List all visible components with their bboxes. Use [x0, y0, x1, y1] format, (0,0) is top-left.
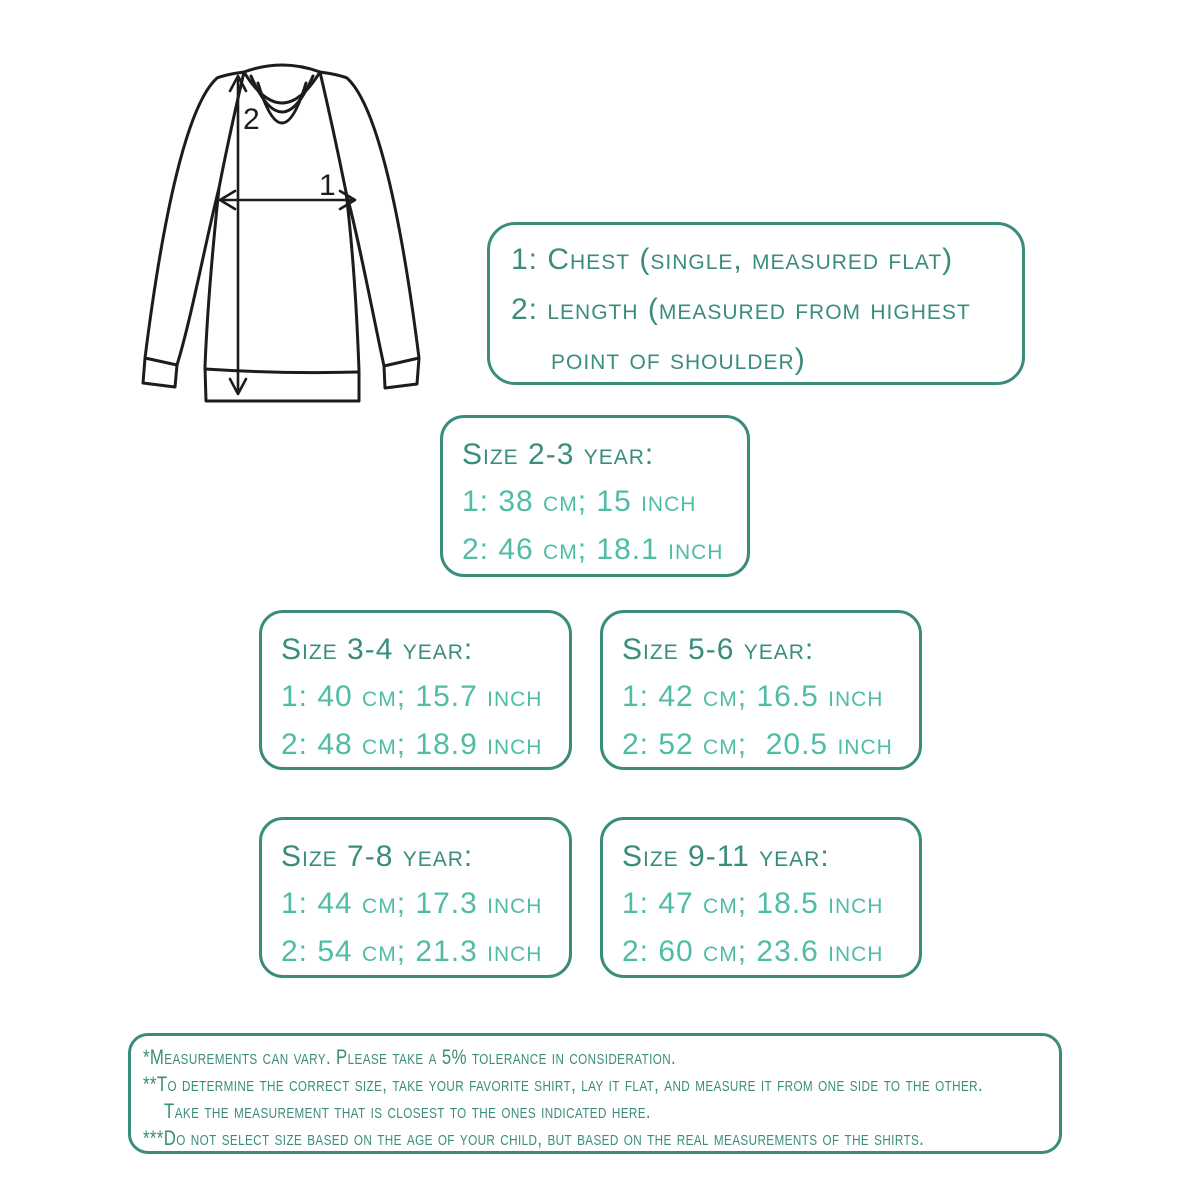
size-title: Size 9-11 year:: [622, 840, 830, 873]
size-box-9-11-year: [600, 817, 922, 978]
legend-line-chest: 1: Chest (single, measured flat): [511, 243, 954, 276]
sweater-diagram: [125, 45, 460, 415]
note-age-warning: ***Do not select size based on the age of your child, but based on the real measurements of the shirts.: [143, 1126, 925, 1150]
size-title: Size 7-8 year:: [281, 840, 474, 873]
chest-measurement: 1: 40 cm; 15.7 inch: [281, 680, 543, 713]
length-measurement: 2: 60 cm; 23.6 inch: [622, 935, 884, 968]
size-box-5-6-year: [600, 610, 922, 770]
notes-box: [128, 1033, 1062, 1154]
length-measurement: 2: 52 cm; 20.5 inch: [622, 728, 893, 761]
size-box-7-8-year: [259, 817, 572, 978]
note-how-to-measure: **To determine the correct size, take your favorite shirt, lay it flat, and measure it from one side to the other.: [143, 1072, 984, 1096]
legend-line-length: 2: length (measured from highest: [511, 293, 971, 326]
chest-measurement: 1: 38 cm; 15 inch: [462, 485, 697, 518]
length-measurement: 2: 54 cm; 21.3 inch: [281, 935, 543, 968]
legend-box: [487, 222, 1025, 385]
size-title: Size 5-6 year:: [622, 633, 815, 666]
chest-measurement: 1: 47 cm; 18.5 inch: [622, 887, 884, 920]
size-box-3-4-year: [259, 610, 572, 770]
length-measurement: 2: 46 cm; 18.1 inch: [462, 533, 724, 566]
note-how-to-measure-cont: Take the measurement that is closest to the ones indicated here.: [164, 1099, 651, 1123]
length-arrow-label: 2: [243, 103, 260, 136]
legend-line-length-cont: point of shoulder): [551, 343, 806, 376]
length-measurement: 2: 48 cm; 18.9 inch: [281, 728, 543, 761]
size-title: Size 3-4 year:: [281, 633, 474, 666]
chest-measurement: 1: 44 cm; 17.3 inch: [281, 887, 543, 920]
note-tolerance: *Measurements can vary. Please take a 5% tolerance in consideration.: [143, 1045, 677, 1069]
chest-arrow-label: 1: [319, 169, 336, 202]
size-box-2-3-year: [440, 415, 750, 577]
size-title: Size 2-3 year:: [462, 438, 655, 471]
chest-measurement: 1: 42 cm; 16.5 inch: [622, 680, 884, 713]
sweater-outline: [143, 65, 419, 401]
